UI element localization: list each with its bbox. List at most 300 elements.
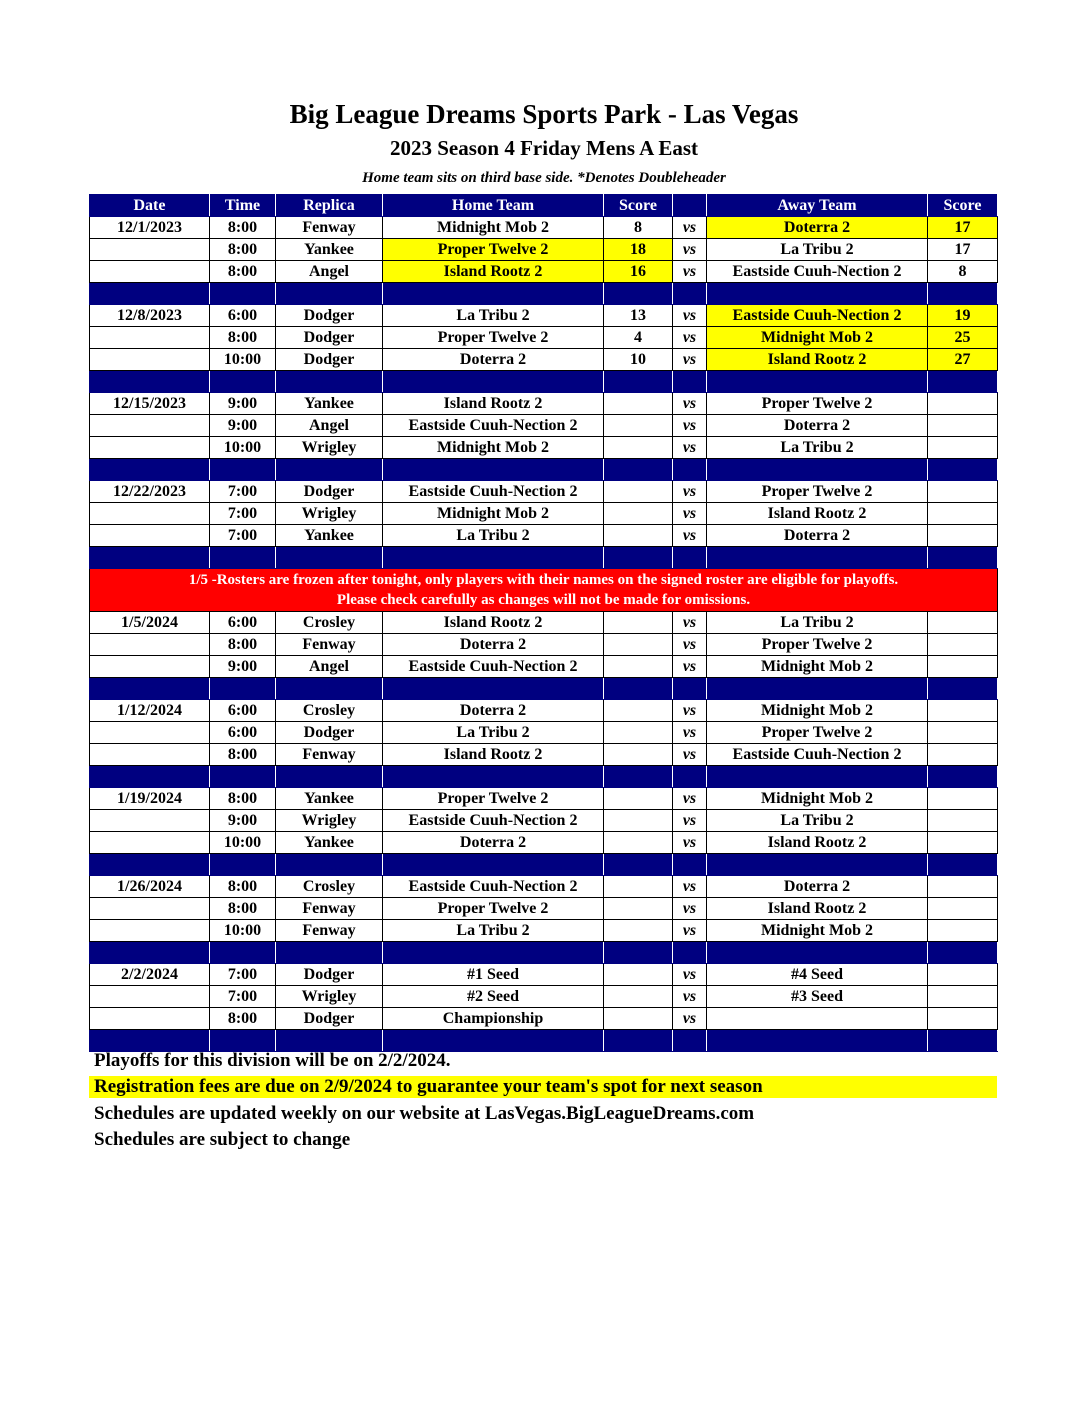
spacer-cell [210,1030,276,1052]
spacer-cell [90,854,210,876]
game-field: Crosley [276,700,383,722]
home-team: Proper Twelve 2 [383,239,604,261]
home-team: Midnight Mob 2 [383,437,604,459]
spacer-cell [707,371,928,393]
spacer-cell [673,1030,707,1052]
home-score [604,898,673,920]
game-time: 6:00 [210,305,276,327]
game-date: 2/2/2024 [90,964,210,986]
away-score [928,656,998,678]
game-field: Dodger [276,305,383,327]
spacer-cell [383,371,604,393]
game-row [90,656,998,678]
game-time: 8:00 [210,1008,276,1030]
spacer-cell [276,371,383,393]
game-time: 7:00 [210,481,276,503]
home-score: 16 [604,261,673,283]
game-time: 9:00 [210,415,276,437]
spacer-cell [210,459,276,481]
header-date: Date [90,195,210,217]
header-vs [673,195,707,217]
game-time: 8:00 [210,261,276,283]
game-row [90,261,998,283]
home-score [604,393,673,415]
away-score: 19 [928,305,998,327]
game-row [90,612,998,634]
home-score [604,920,673,942]
spacer-cell [383,283,604,305]
spacer-cell [210,283,276,305]
game-time: 7:00 [210,503,276,525]
away-score [928,393,998,415]
home-team: Championship [383,1008,604,1030]
roster-alert-row [90,569,998,612]
home-score [604,612,673,634]
game-time: 10:00 [210,349,276,371]
game-field: Angel [276,261,383,283]
spacer-cell [673,766,707,788]
game-row [90,481,998,503]
spacer-cell [383,942,604,964]
spacer-row [90,942,998,964]
table-header-row [90,195,998,217]
game-field: Fenway [276,634,383,656]
game-field: Dodger [276,481,383,503]
game-time: 8:00 [210,634,276,656]
game-date: 12/15/2023 [90,393,210,415]
away-team: Doterra 2 [707,876,928,898]
game-date [90,503,210,525]
spacer-cell [210,678,276,700]
home-team: La Tribu 2 [383,525,604,547]
away-score: 17 [928,217,998,239]
away-team: Eastside Cuuh-Nection 2 [707,744,928,766]
spacer-cell [90,1030,210,1052]
spacer-cell [707,678,928,700]
home-team: La Tribu 2 [383,305,604,327]
vs-label: vs [673,261,707,283]
game-field: Wrigley [276,503,383,525]
home-team: #1 Seed [383,964,604,986]
away-score [928,744,998,766]
playoffs-text: Playoffs for this division will be on 2/2/2024. [94,1050,451,1071]
spacer-cell [673,371,707,393]
away-score [928,481,998,503]
spacer-row [90,459,998,481]
vs-label: vs [673,700,707,722]
spacer-row [90,371,998,393]
spacer-cell [673,283,707,305]
home-score [604,656,673,678]
game-time: 9:00 [210,393,276,415]
home-team: Doterra 2 [383,700,604,722]
game-date [90,634,210,656]
game-time: 9:00 [210,810,276,832]
away-score [928,415,998,437]
game-date [90,986,210,1008]
home-team: Eastside Cuuh-Nection 2 [383,656,604,678]
page-title: Big League Dreams Sports Park - Las Vegas [289,99,799,129]
game-field: Yankee [276,788,383,810]
spacer-cell [604,766,673,788]
game-field: Wrigley [276,437,383,459]
away-score: 25 [928,327,998,349]
away-score [928,700,998,722]
spacer-row [90,678,998,700]
game-field: Dodger [276,349,383,371]
spacer-cell [604,678,673,700]
game-date [90,437,210,459]
away-team: La Tribu 2 [707,437,928,459]
vs-label: vs [673,722,707,744]
spacer-cell [210,942,276,964]
game-field: Dodger [276,327,383,349]
spacer-cell [604,1030,673,1052]
header-home-team: Home Team [383,195,604,217]
header-away-team: Away Team [707,195,928,217]
home-team: Island Rootz 2 [383,612,604,634]
home-score: 18 [604,239,673,261]
spacer-cell [604,459,673,481]
game-time: 8:00 [210,239,276,261]
game-row [90,810,998,832]
header-away-score: Score [928,195,998,217]
spacer-cell [604,854,673,876]
game-date [90,415,210,437]
game-date: 12/22/2023 [90,481,210,503]
spacer-cell [707,766,928,788]
spacer-cell [928,283,998,305]
vs-label: vs [673,393,707,415]
game-row [90,832,998,854]
spacer-cell [928,459,998,481]
spacer-cell [276,283,383,305]
home-score [604,986,673,1008]
vs-label: vs [673,217,707,239]
away-score [928,986,998,1008]
website-text: Schedules are updated weekly on our website at LasVegas.BigLeagueDreams.com [94,1103,755,1124]
game-date: 1/12/2024 [90,700,210,722]
game-field: Fenway [276,898,383,920]
game-row [90,327,998,349]
vs-label: vs [673,744,707,766]
spacer-cell [673,459,707,481]
game-time: 6:00 [210,612,276,634]
game-time: 7:00 [210,964,276,986]
away-team: Midnight Mob 2 [707,327,928,349]
home-score: 8 [604,217,673,239]
spacer-cell [90,459,210,481]
spacer-cell [276,1030,383,1052]
game-field: Yankee [276,525,383,547]
game-row [90,744,998,766]
spacer-cell [707,283,928,305]
game-row [90,898,998,920]
away-team: Doterra 2 [707,525,928,547]
roster-alert-line: Please check carefully as changes will not be made for omissions. [336,592,751,608]
home-team: Proper Twelve 2 [383,327,604,349]
game-row [90,700,998,722]
spacer-cell [276,678,383,700]
home-score: 10 [604,349,673,371]
away-team: Eastside Cuuh-Nection 2 [707,305,928,327]
spacer-cell [90,547,210,569]
vs-label: vs [673,986,707,1008]
away-score: 8 [928,261,998,283]
game-row [90,415,998,437]
game-time: 10:00 [210,920,276,942]
away-team: Island Rootz 2 [707,503,928,525]
spacer-row [90,547,998,569]
spacer-cell [604,547,673,569]
game-date [90,1008,210,1030]
game-time: 8:00 [210,898,276,920]
away-team: Proper Twelve 2 [707,393,928,415]
vs-label: vs [673,876,707,898]
spacer-cell [673,942,707,964]
away-score [928,920,998,942]
spacer-row [90,1030,998,1052]
away-score [928,722,998,744]
game-field: Fenway [276,217,383,239]
spacer-cell [90,371,210,393]
game-time: 10:00 [210,832,276,854]
game-field: Dodger [276,1008,383,1030]
home-team: Midnight Mob 2 [383,217,604,239]
home-team: Eastside Cuuh-Nection 2 [383,415,604,437]
away-team: Doterra 2 [707,415,928,437]
game-field: Crosley [276,612,383,634]
home-score: 13 [604,305,673,327]
game-time: 8:00 [210,217,276,239]
spacer-row [90,854,998,876]
home-team: Doterra 2 [383,349,604,371]
spacer-cell [276,547,383,569]
game-date [90,349,210,371]
game-field: Angel [276,656,383,678]
header-replica: Replica [276,195,383,217]
game-date [90,810,210,832]
game-time: 7:00 [210,525,276,547]
away-team: Midnight Mob 2 [707,700,928,722]
vs-label: vs [673,810,707,832]
away-team: Doterra 2 [707,217,928,239]
game-date [90,722,210,744]
spacer-cell [673,678,707,700]
spacer-cell [928,678,998,700]
game-field: Angel [276,415,383,437]
away-score [928,1008,998,1030]
game-time: 8:00 [210,744,276,766]
spacer-cell [210,766,276,788]
game-date: 1/5/2024 [90,612,210,634]
spacer-cell [276,854,383,876]
game-field: Fenway [276,920,383,942]
vs-label: vs [673,832,707,854]
vs-label: vs [673,612,707,634]
spacer-cell [383,1030,604,1052]
spacer-cell [276,459,383,481]
game-row [90,305,998,327]
away-score [928,437,998,459]
header-time: Time [210,195,276,217]
away-score [928,634,998,656]
away-team: Proper Twelve 2 [707,481,928,503]
spacer-row [90,283,998,305]
schedule-body [90,217,998,1052]
vs-label: vs [673,656,707,678]
game-date [90,832,210,854]
game-date [90,920,210,942]
away-team: La Tribu 2 [707,810,928,832]
spacer-cell [210,371,276,393]
home-team: Island Rootz 2 [383,393,604,415]
spacer-cell [928,547,998,569]
away-team: Eastside Cuuh-Nection 2 [707,261,928,283]
game-row [90,217,998,239]
home-team: Eastside Cuuh-Nection 2 [383,876,604,898]
home-score [604,700,673,722]
registration-note [89,1076,997,1098]
game-date [90,239,210,261]
spacer-cell [383,547,604,569]
game-row [90,920,998,942]
game-row [90,964,998,986]
away-team [707,1008,928,1030]
spacer-cell [604,371,673,393]
home-team: Midnight Mob 2 [383,503,604,525]
game-date [90,525,210,547]
spacer-cell [383,678,604,700]
game-date [90,656,210,678]
game-field: Dodger [276,964,383,986]
game-time: 10:00 [210,437,276,459]
away-team: #4 Seed [707,964,928,986]
away-score [928,503,998,525]
game-date: 1/19/2024 [90,788,210,810]
away-score [928,898,998,920]
game-date: 12/1/2023 [90,217,210,239]
home-score [604,744,673,766]
game-field: Wrigley [276,810,383,832]
game-row [90,1008,998,1030]
game-date [90,261,210,283]
vs-label: vs [673,327,707,349]
spacer-cell [928,766,998,788]
game-time: 8:00 [210,876,276,898]
spacer-cell [707,942,928,964]
spacer-cell [707,854,928,876]
spacer-cell [604,283,673,305]
away-score [928,832,998,854]
home-score [604,481,673,503]
vs-label: vs [673,481,707,503]
away-score [928,876,998,898]
away-team: Proper Twelve 2 [707,634,928,656]
away-score: 27 [928,349,998,371]
away-team: La Tribu 2 [707,612,928,634]
home-team: Proper Twelve 2 [383,788,604,810]
away-score [928,612,998,634]
game-time: 8:00 [210,788,276,810]
spacer-cell [928,371,998,393]
home-team: Island Rootz 2 [383,744,604,766]
spacer-cell [276,766,383,788]
roster-alert [90,569,998,612]
vs-label: vs [673,634,707,656]
home-score [604,634,673,656]
game-date: 12/8/2023 [90,305,210,327]
away-team: Midnight Mob 2 [707,656,928,678]
schedule-note: Home team sits on third base side. *Denotes Doubleheader [362,170,726,186]
away-team: #3 Seed [707,986,928,1008]
home-score [604,810,673,832]
away-team: Island Rootz 2 [707,832,928,854]
spacer-cell [90,766,210,788]
game-field: Yankee [276,393,383,415]
game-field: Fenway [276,744,383,766]
game-field: Yankee [276,239,383,261]
home-score [604,876,673,898]
home-score [604,788,673,810]
away-score [928,810,998,832]
spacer-cell [210,854,276,876]
spacer-cell [928,854,998,876]
away-score [928,525,998,547]
schedule-table [89,194,998,1052]
vs-label: vs [673,305,707,327]
game-date [90,898,210,920]
game-row [90,437,998,459]
website-note [89,1103,997,1125]
home-team: Eastside Cuuh-Nection 2 [383,481,604,503]
vs-label: vs [673,239,707,261]
game-time: 7:00 [210,986,276,1008]
spacer-cell [928,1030,998,1052]
vs-label: vs [673,1008,707,1030]
vs-label: vs [673,898,707,920]
vs-label: vs [673,920,707,942]
vs-label: vs [673,503,707,525]
game-row [90,503,998,525]
home-team: Doterra 2 [383,634,604,656]
header-home-score: Score [604,195,673,217]
spacer-cell [673,547,707,569]
vs-label: vs [673,525,707,547]
game-row [90,525,998,547]
home-team: Island Rootz 2 [383,261,604,283]
game-time: 9:00 [210,656,276,678]
spacer-cell [604,942,673,964]
spacer-cell [928,942,998,964]
game-field: Crosley [276,876,383,898]
game-date [90,744,210,766]
spacer-cell [210,547,276,569]
spacer-cell [383,459,604,481]
home-score: 4 [604,327,673,349]
home-team: Proper Twelve 2 [383,898,604,920]
game-field: Wrigley [276,986,383,1008]
spacer-cell [90,942,210,964]
home-team: Doterra 2 [383,832,604,854]
roster-alert-line: 1/5 -Rosters are frozen after tonight, only players with their names on the signed roster are eligible for playoffs. [188,572,899,588]
vs-label: vs [673,415,707,437]
spacer-row [90,766,998,788]
registration-text: Registration fees are due on 2/9/2024 to guarantee your team's spot for next season [94,1076,763,1097]
spacer-cell [383,854,604,876]
away-score [928,964,998,986]
home-team: #2 Seed [383,986,604,1008]
